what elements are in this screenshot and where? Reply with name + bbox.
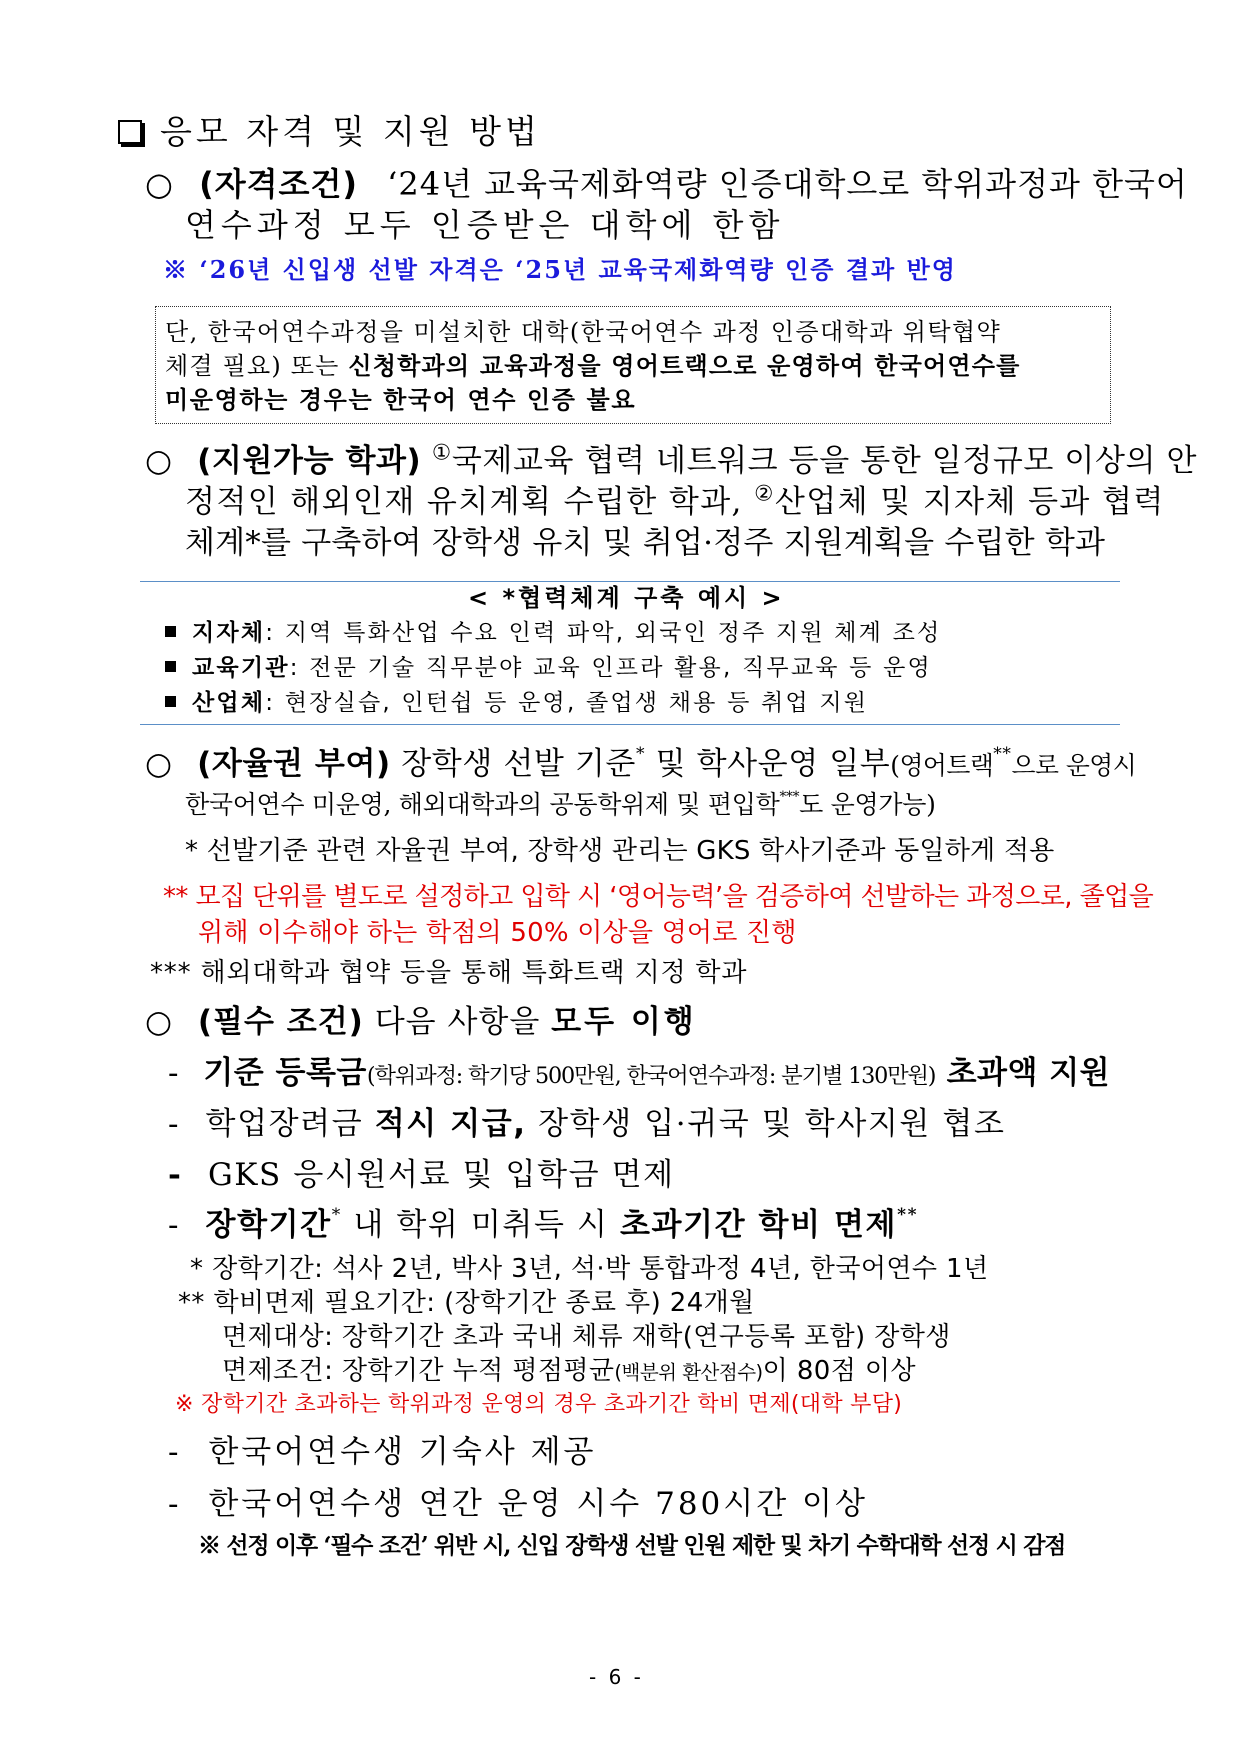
qualification-label: (자격조건) xyxy=(199,165,358,203)
page-number: - 6 - xyxy=(589,1665,644,1689)
qualification-line-1: ○ (자격조건) ‘24년 교육국제화역량 인증대학으로 학위과정과 한국어 xyxy=(145,165,1188,203)
example-item: 교육기관: 전문 기술 직무분야 교육 인프라 활용, 직무교육 등 운영 xyxy=(165,655,932,683)
required-item-5: - 한국어연수생 기숙사 제공 xyxy=(168,1434,597,1470)
example-item: 산업체: 현장실습, 인턴쉽 등 운영, 졸업생 채용 등 취업 지원 xyxy=(165,690,868,718)
autonomy-line-1: ○ (자율권 부여) 장학생 선발 기준* 및 학사운영 일부(영어트랙**으로 운영시 xyxy=(145,744,1137,782)
section-title: 응모 자격 및 지원 방법 xyxy=(160,112,541,151)
required-item-4-note-2: ** 학비면제 필요기간: (장학기간 종료 후) 24개월 xyxy=(178,1288,755,1318)
autonomy-note-2a: ** 모집 단위를 별도로 설정하고 입학 시 ‘영어능력’을 검증하여 선발하는 과정으로, 졸업을 xyxy=(163,882,1154,912)
autonomy-note-3: *** 해외대학과 협약 등을 통해 특화트랙 지정 학과 xyxy=(150,958,748,988)
square-bullet-icon xyxy=(165,696,176,707)
examples-top-rule xyxy=(140,581,1120,582)
square-bullet-icon xyxy=(165,661,176,672)
autonomy-label: (자율권 부여) xyxy=(197,746,391,782)
departments-line-1: ○ (지원가능 학과) ①국제교육 협력 네트워크 등을 통한 일정규모 이상의 안 xyxy=(145,440,1198,479)
examples-bottom-rule xyxy=(140,724,1120,725)
required-item-4-note-4: 면제조건: 장학기간 누적 평점평균(백분위 환산점수)이 80점 이상 xyxy=(222,1356,916,1386)
box-line-2: 체결 필요) 또는 신청학과의 교육과정을 영어트랙으로 운영하여 한국어연수를 xyxy=(165,351,1021,380)
departments-label: (지원가능 학과) xyxy=(197,443,422,479)
autonomy-line-2: 한국어연수 미운영, 해외대학과의 공동학위제 및 편입학***도 운영가능) xyxy=(185,788,936,819)
required-item-6: - 한국어연수생 연간 운영 시수 780시간 이상 xyxy=(168,1486,868,1522)
box-line-1: 단, 한국어연수과정을 미설치한 대학(한국어연수 과정 인증대학과 위탁협약 xyxy=(165,318,1002,346)
required-line-1: ○ (필수 조건) 다음 사항을 모두 이행 xyxy=(145,1004,697,1040)
required-item-4-note-5: ※ 장학기간 초과하는 학위과정 운영의 경우 초과기간 학비 면제(대학 부담) xyxy=(175,1392,903,1417)
example-item: 지자체: 지역 특화산업 수요 인력 파악, 외국인 정주 지원 체계 조성 xyxy=(165,620,941,648)
bullet: ○ xyxy=(145,165,174,203)
required-final-note: ※ 선정 이후 ‘필수 조건’ 위반 시, 신입 장학생 선발 인원 제한 및 차기 수학대학 선정 시 감점 xyxy=(198,1532,1066,1559)
departments-line-2: 정적인 해외인재 유치계획 수립한 학과, ②산업체 및 지자체 등과 협력 xyxy=(185,481,1165,520)
qualification-note: ※ ‘26년 신입생 선발 자격은 ‘25년 교육국제화역량 인증 결과 반영 xyxy=(163,255,957,284)
box-line-3: 미운영하는 경우는 한국어 연수 인증 불요 xyxy=(165,385,637,414)
required-item-4-note-1: * 장학기간: 석사 2년, 박사 3년, 석·박 통합과정 4년, 한국어연수 1년 xyxy=(190,1254,989,1284)
qualification-line-2: 연수과정 모두 인증받은 대학에 한함 xyxy=(185,206,785,244)
departments-line-3: 체계*를 구축하여 장학생 유치 및 취업·정주 지원계획을 수립한 학과 xyxy=(185,525,1106,561)
required-item-4: - 장학기간* 내 학위 미취득 시 초과기간 학비 면제** xyxy=(168,1205,919,1243)
required-item-1: - 기준 등록금(학위과정: 학기당 500만원, 한국어연수과정: 분기별 130만원) 초과액 지원 xyxy=(168,1055,1111,1091)
required-label: (필수 조건) xyxy=(197,1004,364,1040)
examples-title: < *협력체계 구축 예시 > xyxy=(468,584,785,612)
required-item-4-note-3: 면제대상: 장학기간 초과 국내 체류 재학(연구등록 포함) 장학생 xyxy=(222,1322,951,1352)
autonomy-note-2b: 위해 이수해야 하는 학점의 50% 이상을 영어로 진행 xyxy=(198,918,797,948)
square-bullet-icon xyxy=(165,626,176,637)
autonomy-note-1: * 선발기준 관련 자율권 부여, 장학생 관리는 GKS 학사기준과 동일하게 적용 xyxy=(185,836,1055,866)
required-item-3: - GKS 응시원서료 및 입학금 면제 xyxy=(168,1157,675,1193)
section-checkbox-icon xyxy=(118,120,142,144)
required-item-2: - 학업장려금 적시 지급, 장학생 입·귀국 및 학사지원 협조 xyxy=(168,1106,1006,1142)
